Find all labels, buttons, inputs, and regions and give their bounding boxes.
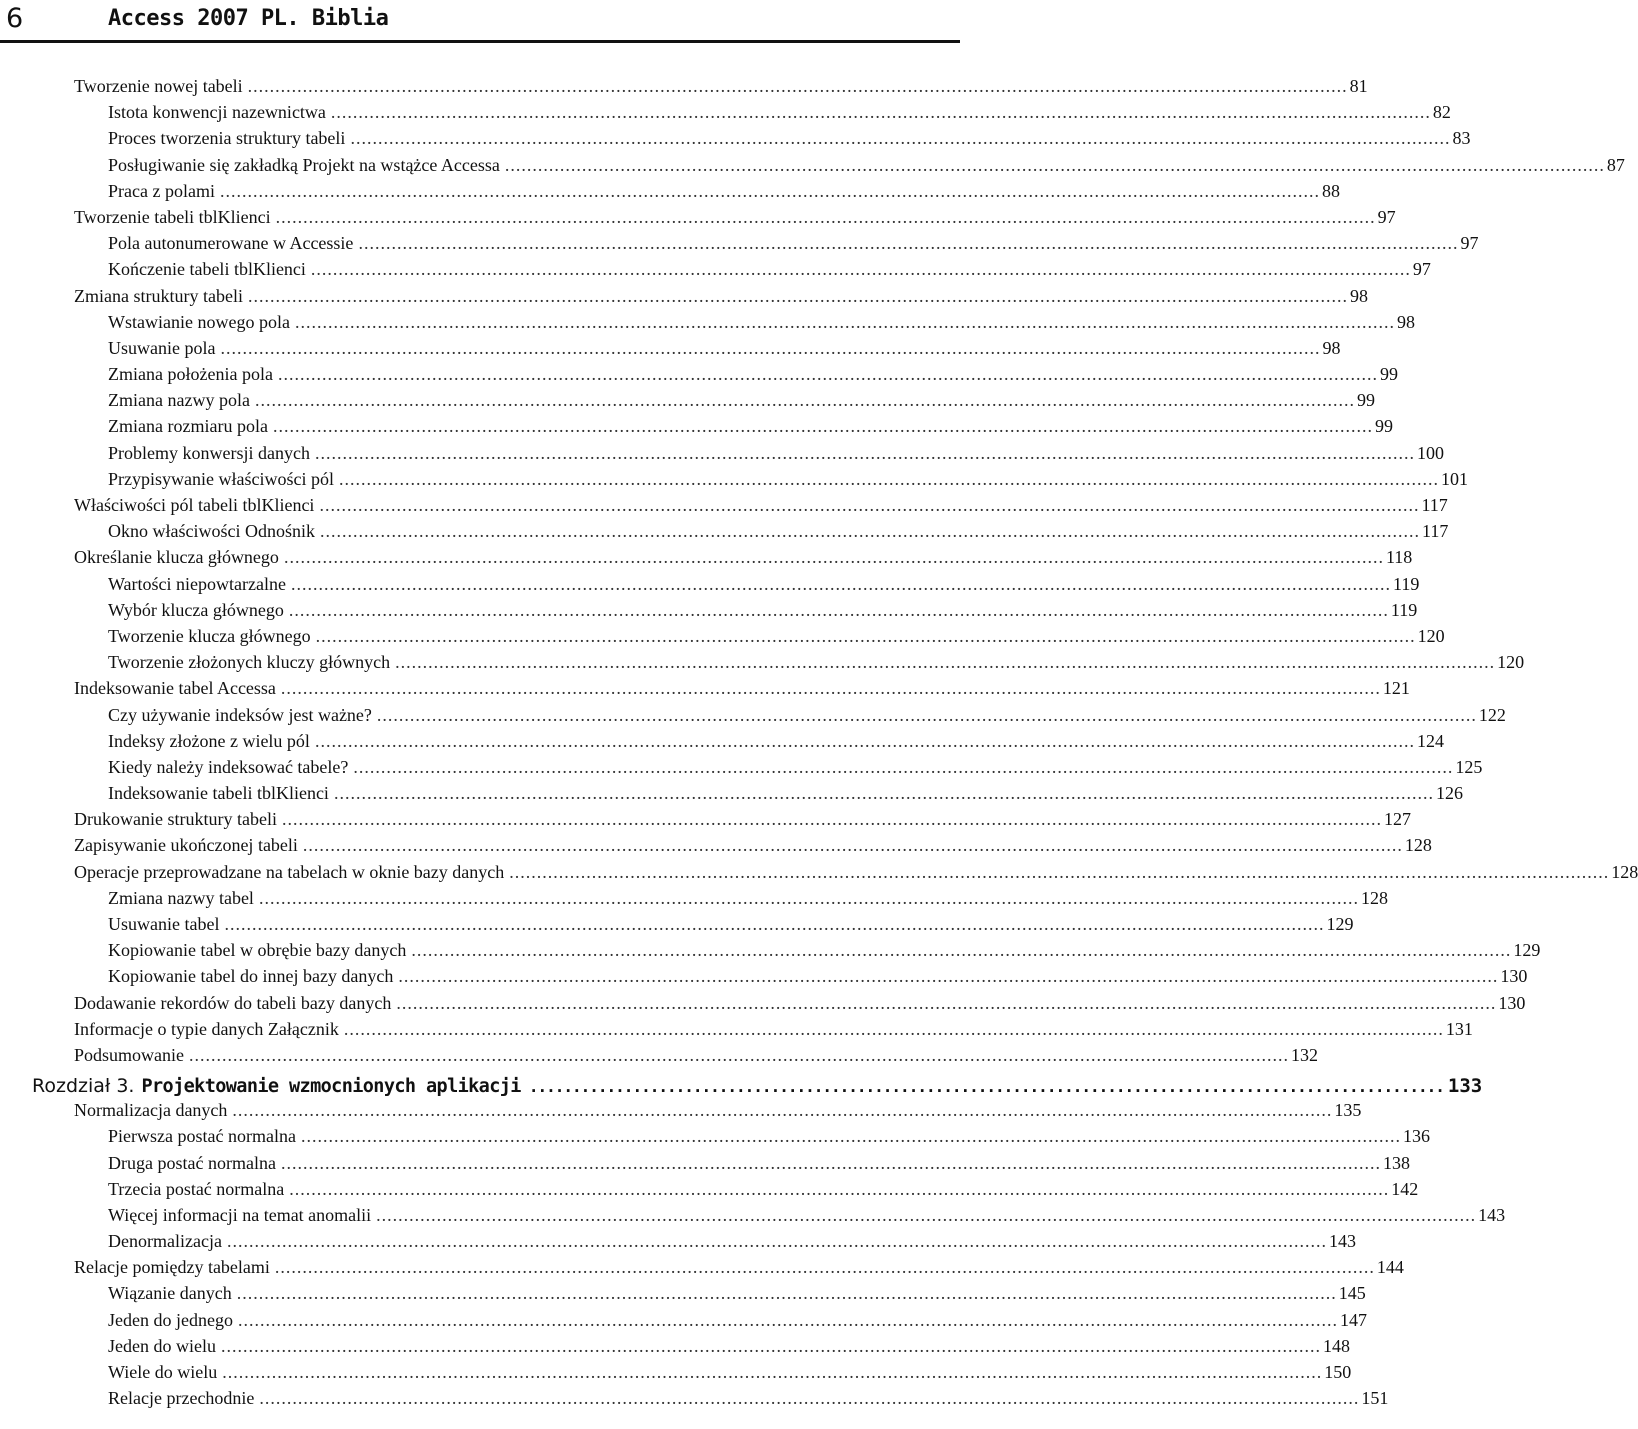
- dot-leader: ........................................................................................................................................................................................................: [314, 730, 1415, 751]
- dot-leader: ........................................................................................................................................................................................................: [220, 337, 1321, 358]
- toc-entry-title: Indeksowanie tabeli tblKlienci: [108, 783, 329, 804]
- toc-entry-page: 120: [1417, 625, 1445, 646]
- toc-entry-page: 131: [1445, 1018, 1473, 1039]
- toc-entry-page: 99: [1356, 390, 1375, 411]
- toc-entry-page: 128: [1360, 887, 1388, 908]
- toc-entry-page: 121: [1382, 678, 1410, 699]
- table-of-contents: [0, 73, 1638, 1411]
- dot-leader: ........................................................................................................................................................................................................: [281, 809, 1382, 830]
- toc-entry-title: Proces tworzenia struktury tabeli: [108, 128, 346, 149]
- dot-leader: ........................................................................................................................................................................................................: [226, 1231, 1327, 1252]
- dot-leader: ........................................................................................................................................................................................................: [300, 1126, 1401, 1147]
- toc-entry: [0, 597, 1418, 623]
- toc-entry-title: Informacje o typie danych Załącznik: [74, 1018, 339, 1039]
- toc-entry-title: Pierwsza postać normalna: [108, 1126, 296, 1147]
- toc-entry: [0, 1228, 1356, 1254]
- page-header: [0, 0, 960, 43]
- toc-entry-page: 124: [1416, 730, 1444, 751]
- toc-entry: [0, 230, 1479, 256]
- toc-entry-page: 120: [1497, 652, 1525, 673]
- toc-entry-title: Pola autonumerowane w Accessie: [108, 233, 354, 254]
- toc-entry-title: Druga postać normalna: [108, 1152, 276, 1173]
- toc-entry: [0, 1042, 1318, 1068]
- chapter-page-number: 133: [1447, 1075, 1483, 1098]
- toc-entry-title: Praca z polami: [108, 180, 215, 201]
- toc-entry-title: Zmiana rozmiaru pola: [108, 416, 268, 437]
- toc-entry: [0, 1150, 1410, 1176]
- toc-entry-page: 81: [1349, 76, 1368, 96]
- toc-entry: [0, 387, 1375, 413]
- toc-entry-title: Relacje przechodnie: [108, 1388, 255, 1409]
- toc-entry: [0, 1359, 1352, 1385]
- toc-entry-title: Usuwanie pola: [108, 337, 216, 358]
- dot-leader: ........................................................................................................................................................................................................: [395, 652, 1496, 673]
- toc-entry: [0, 1123, 1430, 1149]
- page-number: 6: [6, 3, 24, 34]
- toc-entry-page: 82: [1432, 102, 1451, 123]
- toc-entry-title: Podsumowanie: [74, 1044, 184, 1065]
- toc-entry-page: 98: [1349, 285, 1368, 306]
- dot-leader: ........................................................................................................................................................................................................: [280, 678, 1381, 699]
- toc-entry-page: 135: [1334, 1100, 1362, 1121]
- toc-entry: [0, 885, 1388, 911]
- toc-entry-page: 117: [1421, 495, 1448, 515]
- chapter-dot-leader: ..........................................................................................................: [528, 1077, 1444, 1097]
- toc-entry-title: Relacje pomiędzy tabelami: [74, 1257, 270, 1278]
- dot-leader: ........................................................................................................................................................................................................: [376, 704, 1477, 725]
- chapter-label: Rozdział 3.: [32, 1075, 135, 1098]
- toc-entry-page: 97: [1460, 233, 1479, 254]
- toc-entry: [0, 990, 1526, 1016]
- dot-leader: ........................................................................................................................................................................................................: [237, 1309, 1338, 1330]
- toc-entry-page: 117: [1421, 521, 1449, 542]
- dot-leader: ........................................................................................................................................................................................................: [277, 364, 1378, 385]
- toc-entry-page: 101: [1440, 468, 1468, 489]
- dot-leader: ........................................................................................................................................................................................................: [333, 783, 1434, 804]
- toc-entry: [0, 963, 1528, 989]
- dot-leader: ........................................................................................................................................................................................................: [272, 416, 1373, 437]
- toc-entry-page: 147: [1339, 1309, 1367, 1330]
- toc-entry-page: 130: [1500, 966, 1528, 987]
- toc-entry: [0, 832, 1432, 858]
- toc-entry-title: Wiązanie danych: [108, 1283, 232, 1304]
- toc-entry: [0, 1254, 1404, 1280]
- toc-entry-page: 138: [1382, 1152, 1410, 1173]
- toc-entry-page: 125: [1455, 756, 1483, 777]
- dot-leader: ........................................................................................................................................................................................................: [398, 966, 1499, 987]
- dot-leader: ........................................................................................................................................................................................................: [350, 128, 1451, 149]
- dot-leader: ........................................................................................................................................................................................................: [396, 992, 1497, 1013]
- toc-entry-title: Więcej informacji na temat anomalii: [108, 1204, 372, 1225]
- dot-leader: ........................................................................................................................................................................................................: [294, 311, 1395, 332]
- toc-entry-page: 99: [1379, 364, 1398, 385]
- toc-entry-title: Dodawanie rekordów do tabeli bazy danych: [74, 992, 392, 1013]
- toc-entry-title: Jeden do jednego: [108, 1309, 233, 1330]
- dot-leader: ........................................................................................................................................................................................................: [504, 154, 1605, 175]
- toc-entry-title: Zmiana struktury tabeli: [74, 285, 243, 306]
- toc-entry-title: Kończenie tabeli tblKlienci: [108, 259, 306, 280]
- dot-leader: ........................................................................................................................................................................................................: [315, 625, 1416, 646]
- toc-entry-page: 132: [1291, 1044, 1318, 1065]
- toc-entry-page: 97: [1377, 206, 1396, 227]
- toc-entry-title: Istota konwencji nazewnictwa: [108, 102, 326, 123]
- dot-leader: ........................................................................................................................................................................................................: [289, 1178, 1390, 1199]
- toc-entry-title: Zmiana położenia pola: [108, 364, 273, 385]
- toc-entry-title: Indeksowanie tabel Accessa: [74, 678, 276, 699]
- dot-leader: ........................................................................................................................................................................................................: [236, 1283, 1337, 1304]
- dot-leader: ........................................................................................................................................................................................................: [376, 1204, 1477, 1225]
- toc-entry: [0, 780, 1463, 806]
- toc-entry: [0, 702, 1506, 728]
- toc-entry-title: Kiedy należy indeksować tabele?: [108, 756, 349, 777]
- toc-entry-page: 145: [1338, 1283, 1366, 1304]
- toc-entry: [0, 911, 1354, 937]
- toc-entry-title: Problemy konwersji danych: [108, 442, 310, 463]
- toc-entry-page: 126: [1435, 783, 1463, 804]
- toc-entry-title: Denormalizacja: [108, 1231, 222, 1252]
- toc-entry-page: 151: [1361, 1388, 1389, 1409]
- dot-leader: ........................................................................................................................................................................................................: [411, 940, 1512, 961]
- dot-leader: ........................................................................................................................................................................................................: [275, 206, 1376, 227]
- toc-entry-page: 83: [1452, 128, 1471, 149]
- toc-entry-page: 150: [1324, 1362, 1352, 1382]
- toc-entry-page: 136: [1402, 1126, 1430, 1147]
- toc-entry: [0, 335, 1341, 361]
- toc-entry: [0, 1385, 1389, 1411]
- dot-leader: ........................................................................................................................................................................................................: [258, 887, 1359, 908]
- dot-leader: ........................................................................................................................................................................................................: [319, 495, 1420, 515]
- toc-entry-page: 129: [1326, 914, 1354, 934]
- dot-leader: ........................................................................................................................................................................................................: [338, 468, 1439, 489]
- toc-entry: [0, 1097, 1362, 1123]
- chapter-title: Projektowanie wzmocnionych aplikacji: [141, 1076, 521, 1098]
- toc-entry-title: Tworzenie tabeli tblKlienci: [74, 206, 271, 227]
- dot-leader: ........................................................................................................................................................................................................: [283, 547, 1384, 568]
- dot-leader: ........................................................................................................................................................................................................: [219, 180, 1320, 201]
- toc-entry: [0, 73, 1368, 99]
- dot-leader: ........................................................................................................................................................................................................: [343, 1018, 1444, 1039]
- toc-entry-page: 148: [1322, 1335, 1350, 1356]
- toc-entry-title: Wstawianie nowego pola: [108, 311, 290, 332]
- toc-entry-title: Kopiowanie tabel do innej bazy danych: [108, 966, 394, 987]
- toc-entry: [0, 675, 1410, 701]
- toc-entry-page: 143: [1328, 1231, 1356, 1252]
- toc-entry: [0, 309, 1415, 335]
- toc-entry-page: 88: [1321, 180, 1340, 201]
- toc-entry-title: Normalizacja danych: [74, 1100, 228, 1121]
- dot-leader: ........................................................................................................................................................................................................: [330, 102, 1431, 123]
- toc-entry-page: 128: [1404, 835, 1432, 856]
- chapter-heading: [0, 1072, 1483, 1100]
- toc-entry: [0, 283, 1368, 309]
- toc-entry: [0, 754, 1483, 780]
- toc-entry-page: 122: [1478, 704, 1506, 725]
- dot-leader: ........................................................................................................................................................................................................: [259, 1388, 1360, 1409]
- toc-entry: [0, 440, 1444, 466]
- toc-entry-page: 118: [1385, 547, 1413, 568]
- toc-entry-title: Określanie klucza głównego: [74, 547, 279, 568]
- dot-leader: ........................................................................................................................................................................................................: [319, 521, 1420, 542]
- toc-entry: [0, 649, 1525, 675]
- dot-leader: ........................................................................................................................................................................................................: [224, 914, 1325, 934]
- toc-entry-title: Zapisywanie ukończonej tabeli: [74, 835, 298, 856]
- dot-leader: ........................................................................................................................................................................................................: [232, 1100, 1333, 1121]
- toc-entry-title: Właściwości pól tabeli tblKlienci: [74, 495, 315, 515]
- toc-entry: [0, 1307, 1367, 1333]
- toc-entry: [0, 1280, 1366, 1306]
- toc-entry: [0, 859, 1638, 885]
- toc-entry: [0, 544, 1413, 570]
- toc-entry-title: Czy używanie indeksów jest ważne?: [108, 704, 372, 725]
- toc-entry-page: 130: [1498, 992, 1526, 1013]
- toc-entry-title: Przypisywanie właściwości pól: [108, 468, 334, 489]
- dot-leader: ........................................................................................................................................................................................................: [220, 1335, 1321, 1356]
- dot-leader: ........................................................................................................................................................................................................: [290, 573, 1391, 594]
- toc-entry-page: 87: [1606, 154, 1625, 175]
- toc-entry: [0, 178, 1340, 204]
- dot-leader: ........................................................................................................................................................................................................: [247, 285, 1348, 306]
- toc-entry: [0, 152, 1625, 178]
- toc-entry: [0, 937, 1541, 963]
- toc-entry-title: Wybór klucza głównego: [108, 599, 284, 620]
- toc-entry-title: Trzecia postać normalna: [108, 1178, 285, 1199]
- toc-entry-title: Jeden do wielu: [108, 1335, 216, 1356]
- toc-entry-page: 127: [1383, 809, 1411, 830]
- toc-entry-title: Tworzenie złożonych kluczy głównych: [108, 652, 391, 673]
- toc-entry-page: 119: [1392, 573, 1420, 594]
- toc-entry-title: Zmiana nazwy pola: [108, 390, 250, 411]
- dot-leader: ........................................................................................................................................................................................................: [310, 259, 1411, 280]
- toc-entry-title: Posługiwanie się zakładką Projekt na wstążce Accessa: [108, 154, 500, 175]
- dot-leader: ........................................................................................................................................................................................................: [222, 1362, 1323, 1382]
- toc-entry-page: 129: [1513, 940, 1541, 961]
- toc-entry: [0, 571, 1420, 597]
- toc-entry-page: 98: [1396, 311, 1415, 332]
- toc-entry: [0, 204, 1396, 230]
- toc-entry-title: Usuwanie tabel: [108, 914, 220, 934]
- toc-entry-page: 128: [1611, 861, 1638, 882]
- toc-entry-title: Wartości niepowtarzalne: [108, 573, 286, 594]
- dot-leader: ........................................................................................................................................................................................................: [353, 756, 1454, 777]
- toc-entry: [0, 518, 1449, 544]
- toc-entry-title: Operacje przeprowadzane na tabelach w oknie bazy danych: [74, 861, 505, 882]
- toc-entry: [0, 466, 1468, 492]
- toc-entry-title: Drukowanie struktury tabeli: [74, 809, 277, 830]
- toc-entry: [0, 256, 1431, 282]
- toc-entry: [0, 728, 1444, 754]
- toc-entry: [0, 1333, 1350, 1359]
- dot-leader: ........................................................................................................................................................................................................: [274, 1257, 1375, 1278]
- toc-entry: [0, 361, 1398, 387]
- toc-entry-title: Kopiowanie tabel w obrębie bazy danych: [108, 940, 407, 961]
- toc-entry: [0, 1016, 1473, 1042]
- toc-section-chapter-2: [0, 73, 1638, 1068]
- toc-entry-title: Okno właściwości Odnośnik: [108, 521, 315, 542]
- toc-entry-page: 119: [1390, 599, 1418, 620]
- toc-entry: [0, 99, 1451, 125]
- toc-entry-title: Indeksy złożone z wielu pól: [108, 730, 310, 751]
- toc-entry: [0, 492, 1448, 518]
- dot-leader: ........................................................................................................................................................................................................: [314, 442, 1415, 463]
- toc-entry-page: 142: [1391, 1178, 1419, 1199]
- toc-entry-title: Tworzenie nowej tabeli: [74, 76, 243, 96]
- toc-entry-page: 97: [1412, 259, 1431, 280]
- toc-entry-page: 100: [1416, 442, 1444, 463]
- dot-leader: ........................................................................................................................................................................................................: [509, 861, 1610, 882]
- dot-leader: ........................................................................................................................................................................................................: [247, 76, 1348, 96]
- toc-entry: [0, 806, 1411, 832]
- toc-entry-page: 144: [1376, 1257, 1404, 1278]
- dot-leader: ........................................................................................................................................................................................................: [189, 1044, 1289, 1065]
- dot-leader: ........................................................................................................................................................................................................: [288, 599, 1389, 620]
- toc-entry: [0, 623, 1445, 649]
- toc-entry-title: Zmiana nazwy tabel: [108, 887, 254, 908]
- dot-leader: ........................................................................................................................................................................................................: [254, 390, 1355, 411]
- dot-leader: ........................................................................................................................................................................................................: [302, 835, 1403, 856]
- dot-leader: ........................................................................................................................................................................................................: [280, 1152, 1381, 1173]
- toc-entry: [0, 1202, 1506, 1228]
- toc-entry: [0, 125, 1471, 151]
- toc-entry: [0, 413, 1393, 439]
- toc-entry-title: Tworzenie klucza głównego: [108, 625, 311, 646]
- toc-entry: [0, 1176, 1419, 1202]
- toc-entry-page: 98: [1322, 337, 1341, 358]
- toc-entry-page: 143: [1478, 1204, 1506, 1225]
- book-title: Access 2007 PL. Biblia: [108, 6, 389, 31]
- dot-leader: ........................................................................................................................................................................................................: [358, 233, 1459, 254]
- toc-entry-title: Wiele do wielu: [108, 1362, 218, 1382]
- toc-entry-page: 99: [1374, 416, 1393, 437]
- toc-section-chapter-3: [0, 1097, 1506, 1411]
